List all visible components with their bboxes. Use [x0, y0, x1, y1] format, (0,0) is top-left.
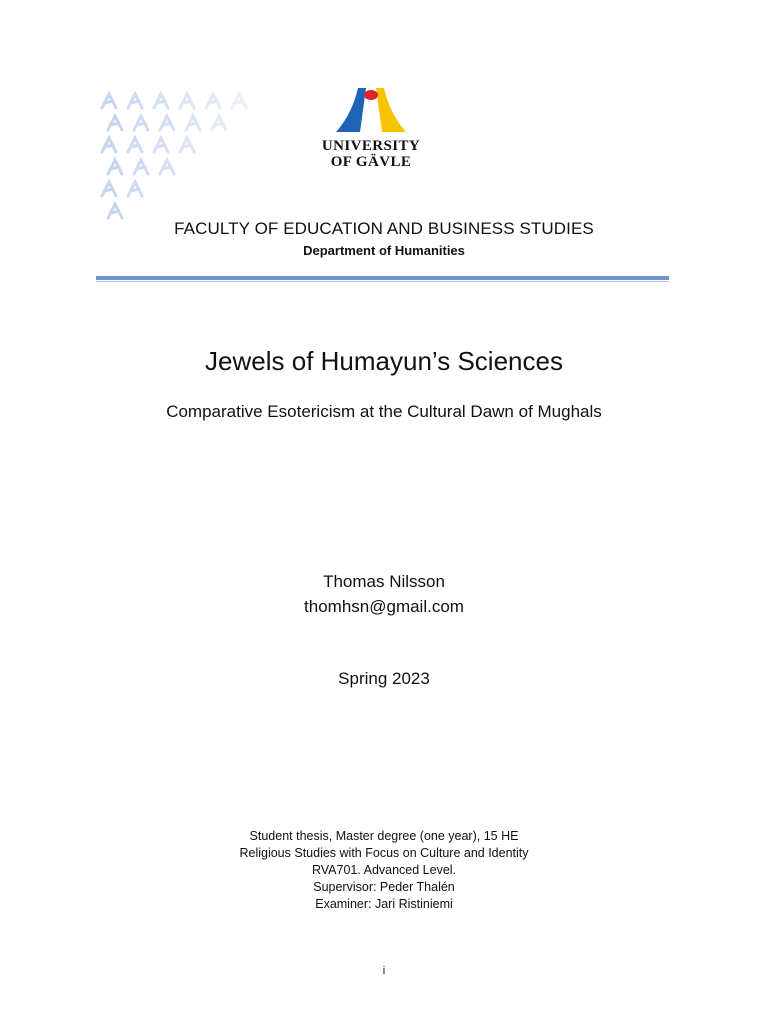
pattern-chevron — [160, 116, 174, 130]
pattern-chevron — [102, 94, 116, 108]
department-heading: Department of Humanities — [303, 243, 465, 258]
thesis-details-line: RVA701. Advanced Level. — [311, 863, 457, 877]
supervisor-line: Supervisor: Peder Thalén — [313, 880, 455, 894]
pattern-chevron — [134, 160, 148, 174]
pattern-chevron — [128, 94, 142, 108]
term: Spring 2023 — [338, 669, 430, 688]
pattern-chevron — [206, 94, 220, 108]
pattern-chevron — [108, 160, 122, 174]
pattern-chevron — [186, 116, 200, 130]
pattern-chevron — [232, 94, 246, 108]
university-name-line2: OF GÄVLE — [330, 154, 412, 170]
logo-red-dot — [364, 90, 378, 100]
examiner-line: Examiner: Jari Ristiniemi — [315, 897, 453, 911]
pattern-chevron — [154, 138, 168, 152]
logo-yellow-shape — [376, 88, 406, 132]
header-divider — [96, 276, 669, 280]
decorative-pattern — [96, 86, 256, 226]
university-name-line1: UNIVERSITY — [321, 138, 421, 154]
pattern-chevron — [128, 182, 142, 196]
pattern-chevron — [180, 94, 194, 108]
page-number: i — [382, 965, 386, 977]
pattern-chevron — [108, 204, 122, 218]
author-email: thomhsn@gmail.com — [304, 597, 464, 616]
pattern-chevron — [180, 138, 194, 152]
pattern-chevron — [102, 138, 116, 152]
thesis-details-line: Religious Studies with Focus on Culture and Identity — [239, 846, 529, 860]
pattern-chevron — [154, 94, 168, 108]
pattern-chevron — [134, 116, 148, 130]
faculty-heading: FACULTY OF EDUCATION AND BUSINESS STUDIES — [174, 219, 594, 238]
pattern-chevron — [108, 116, 122, 130]
header-divider-shadow — [96, 281, 669, 282]
university-logo — [330, 86, 412, 138]
thesis-details-line: Student thesis, Master degree (one year), 15 HE — [249, 829, 519, 843]
logo-blue-shape — [336, 88, 366, 132]
pattern-chevron — [160, 160, 174, 174]
author-name: Thomas Nilsson — [323, 572, 445, 591]
pattern-chevron — [212, 116, 226, 130]
thesis-subtitle: Comparative Esotericism at the Cultural Dawn of Mughals — [166, 402, 602, 421]
thesis-title: Jewels of Humayun’s Sciences — [205, 346, 563, 376]
pattern-chevron — [102, 182, 116, 196]
pattern-chevron — [128, 138, 142, 152]
